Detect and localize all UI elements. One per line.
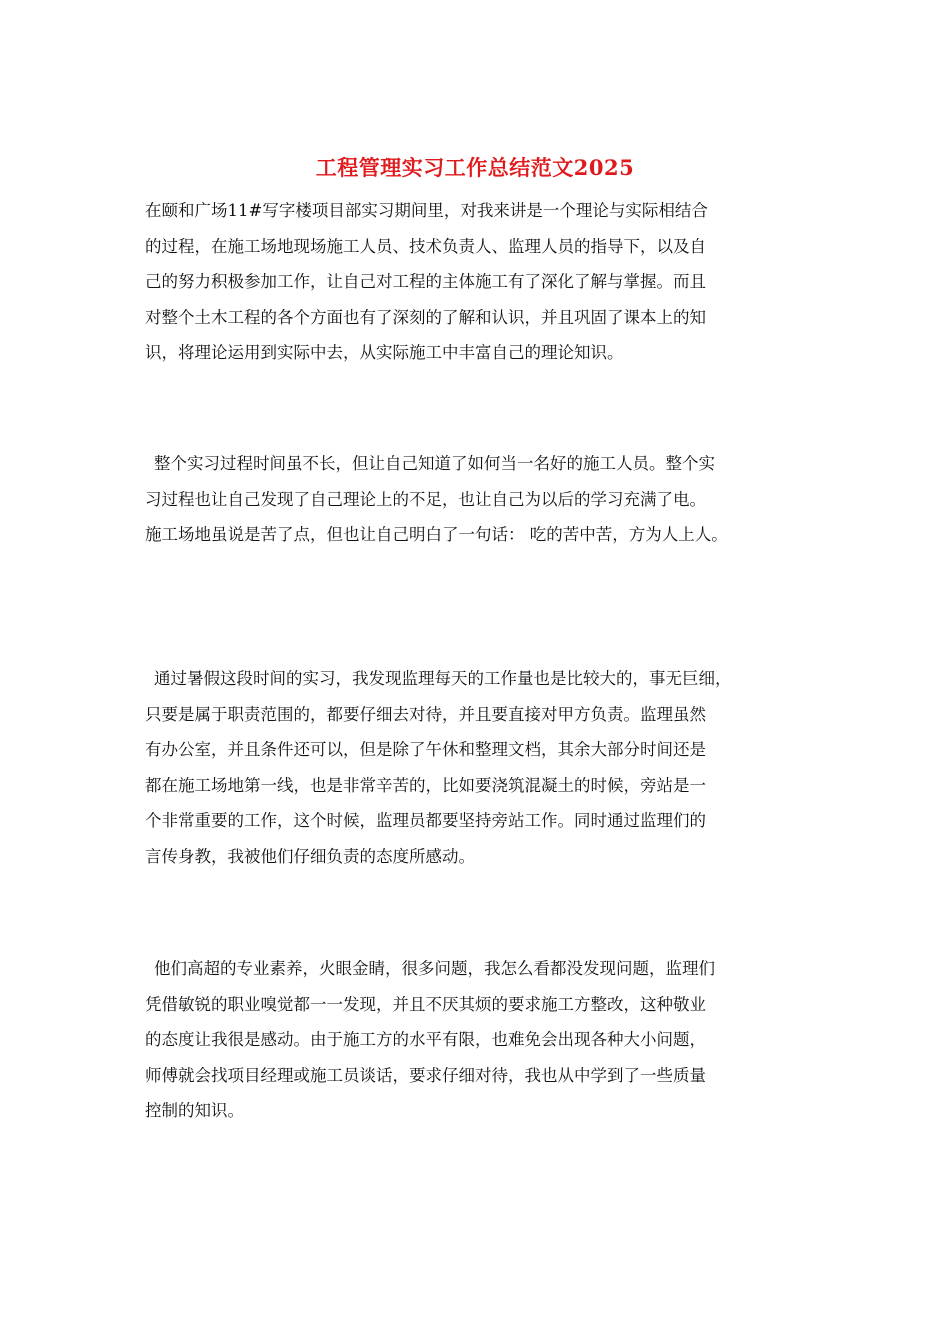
paragraph-line: 的态度让我很是感动。由于施工方的水平有限，也难免会出现各种大小问题，	[145, 1030, 706, 1049]
paragraph-line: 言传身教，我被他们仔细负责的态度所感动。	[145, 846, 475, 866]
paragraph-line: 通过暑假这段时间的实习，我发现监理每天的工作量也是比较大的，事无巨细，	[154, 669, 732, 688]
paragraph-line: 施工场地虽说是苦了点，但也让自己明白了一句话： 吃的苦中苦，方为人上人。	[145, 525, 728, 544]
paragraph-line: 他们高超的专业素养，火眼金睛，很多问题，我怎么看都没发现问题，监理们	[154, 959, 715, 978]
paragraph-1	[145, 193, 825, 371]
paragraph-line: 凭借敏锐的职业嗅觉都一一发现，并且不厌其烦的要求施工方整改，这种敬业	[145, 994, 706, 1014]
paragraph-2	[145, 446, 825, 553]
paragraph-4	[145, 951, 825, 1129]
document-title: 工程管理实习工作总结范文2025	[315, 155, 635, 180]
paragraph-line: 只要是属于职责范围的，都要仔细去对待，并且要直接对甲方负责。监理虽然	[145, 704, 706, 724]
paragraph-line: 整个实习过程时间虽不长，但让自己知道了如何当一名好的施工人员。整个实	[154, 454, 715, 473]
paragraph-line: 控制的知识。	[145, 1101, 244, 1120]
paragraph-line: 在颐和广场11#写字楼项目部实习期间里，对我来讲是一个理论与实际相结合	[145, 201, 708, 220]
paragraph-line: 的过程，在施工场地现场施工人员、技术负责人、监理人员的指导下，以及自	[145, 236, 706, 256]
paragraph-3	[145, 661, 825, 874]
paragraph-line: 有办公室，并且条件还可以，但是除了午休和整理文档，其余大部分时间还是	[145, 740, 706, 759]
paragraph-line: 师傅就会找项目经理或施工员谈话，要求仔细对待，我也从中学到了一些质量	[145, 1065, 706, 1085]
paragraph-line: 个非常重要的工作，这个时候，监理员都要坚持旁站工作。同时通过监理们的	[145, 811, 706, 830]
paragraph-line: 己的努力积极参加工作，让自己对工程的主体施工有了深化了解与掌握。而且	[145, 272, 706, 291]
paragraph-line: 识，将理论运用到实际中去，从实际施工中丰富自己的理论知识。	[145, 343, 624, 362]
paragraph-line: 都在施工场地第一线，也是非常辛苦的，比如要浇筑混凝土的时候，旁站是一	[145, 775, 706, 795]
paragraph-line: 习过程也让自己发现了自己理论上的不足，也让自己为以后的学习充满了电。	[145, 489, 706, 509]
paragraph-line: 对整个土木工程的各个方面也有了深刻的了解和认识，并且巩固了课本上的知	[145, 307, 706, 327]
